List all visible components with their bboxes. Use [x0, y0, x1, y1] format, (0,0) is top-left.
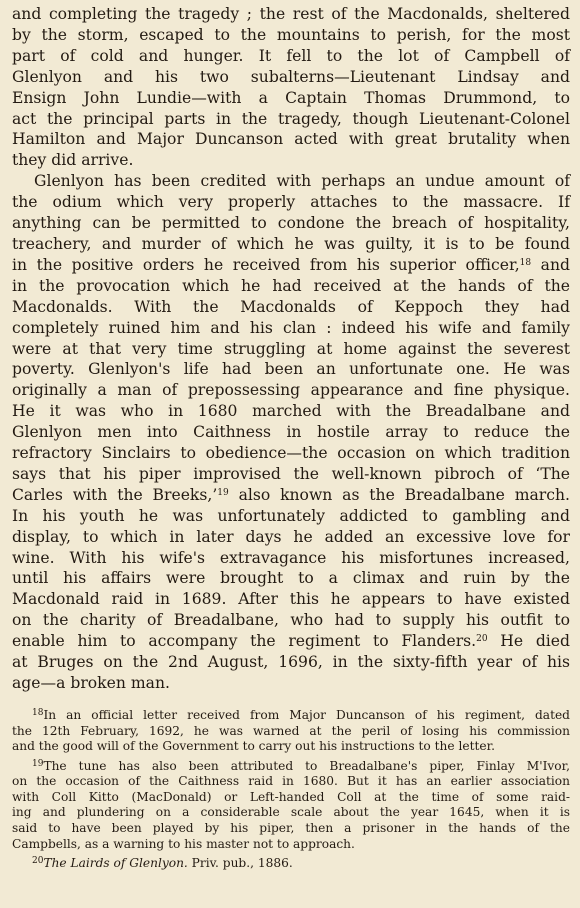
footnote-book-title: The Lairds of Glenlyon. [43, 856, 188, 871]
text-line: age—a broken man. [12, 674, 170, 692]
text-line: completely ruined him and his clan : indeed his wife and family [12, 318, 570, 337]
text-line: Glenlyon men into Caithness in hostile array to reduce the [12, 423, 570, 442]
text-line: Macdonalds. With the Macdonalds of Keppoch they had [12, 297, 570, 316]
text-line: Macdonald raid in 1689. After this he appears to have existed [12, 590, 570, 609]
footnotes [12, 708, 570, 872]
text-line: treachery, and murder of which he was guilty, it is to be found [12, 234, 570, 253]
footnote-20 [12, 856, 570, 872]
text-line: wine. With his wife's extravagance his misfortunes increased, [12, 548, 570, 567]
text-line: originally a man of prepossessing appearance and fine physique. [12, 381, 570, 400]
text-line: they did arrive. [12, 151, 134, 170]
text-line: refractory Sinclairs to obedience—the occasion on which tradition [12, 444, 570, 463]
text-line: the odium which very properly attaches to the massacre. If [12, 193, 570, 212]
footnote-text: Priv. pub., 1886. [187, 856, 293, 871]
main-text [12, 4, 570, 694]
text-line [12, 485, 570, 506]
text-line: says that his piper improvised the well-known pibroch of ‘The [12, 464, 570, 483]
footnote-marker: 19 [32, 758, 44, 769]
footnote-ref-20[interactable]: 20 [476, 634, 488, 645]
text-line: and completing the tragedy ; the rest of the Macdonalds, sheltered [12, 5, 570, 23]
text-line [12, 255, 570, 276]
footnote-line: on the occasion of the Caithness raid in 1680. But it has an earlier association [12, 774, 570, 789]
text-segment: also known as the Breadalbane march. [228, 485, 570, 504]
text-segment: Carles with the Breeks,’ [12, 485, 218, 504]
text-line: part of cold and hunger. It fell to the lot of Campbell of [12, 46, 570, 65]
text-line [12, 631, 570, 652]
footnote-marker: 20 [32, 856, 44, 867]
footnote-text: The tune has also been attributed to Breadalbane's piper, Finlay M'Ivor, [43, 758, 570, 773]
text-line: by the storm, escaped to the mountains to perish, for the most [12, 25, 570, 44]
text-line: Glenlyon has been credited with perhaps an undue amount of [34, 172, 570, 191]
text-line: Hamilton and Major Duncanson acted with great brutality when [12, 130, 570, 149]
footnote-18 [12, 708, 570, 755]
text-line: until his affairs were brought to a climax and ruin by the [12, 569, 570, 588]
footnote-line: and the good will of the Government to carry out his instructions to the letter. [12, 739, 495, 754]
paragraph-1 [12, 4, 570, 171]
text-line: act the principal parts in the tragedy, though Lieutenant-Colonel [12, 109, 570, 128]
text-line: Glenlyon and his two subalterns—Lieutenant Lindsay and [12, 67, 570, 86]
footnote-line [12, 708, 570, 724]
footnote-line: the 12th February, 1692, he was warned at the peril of losing his commission [12, 723, 570, 738]
text-line: poverty. Glenlyon's life had been an unfortunate one. He was [12, 360, 570, 379]
text-line: on the charity of Breadalbane, who had to supply his outfit to [12, 611, 570, 630]
footnote-line [12, 759, 570, 775]
footnote-text: In an official letter received from Major Duncanson of his regiment, dated [43, 707, 570, 722]
text-line: at Bruges on the 2nd August, 1696, in the sixty-fifth year of his [12, 653, 570, 672]
footnote-line: ing and plundering on a considerable scale about the year 1645, when it is [12, 805, 570, 820]
footnote-line: with Coll Kitto (MacDonald) or Left-handed Coll at the time of some raid- [12, 789, 570, 804]
text-segment: in the positive orders he received from his superior officer, [12, 255, 520, 274]
text-segment: enable him to accompany the regiment to Flanders. [12, 632, 477, 651]
footnote-ref-19[interactable]: 19 [217, 487, 229, 498]
text-line: He it was who in 1680 marched with the Breadalbane and [12, 402, 570, 421]
footnote-marker: 18 [32, 707, 44, 718]
footnote-line [12, 856, 570, 872]
footnote-19 [12, 759, 570, 853]
paragraph-2 [12, 171, 570, 694]
footnote-line: Campbells, as a warning to his master not to approach. [12, 836, 355, 851]
text-segment: and [531, 255, 570, 274]
footnote-ref-18[interactable]: 18 [519, 257, 532, 268]
text-line: anything can be permitted to condone the breach of hospitality, [12, 214, 570, 233]
text-line: in the provocation which he had received at the hands of the [12, 276, 570, 295]
text-line: display, to which in later days he added an excessive love for [12, 527, 570, 546]
text-segment: He died [487, 632, 570, 651]
text-line: were at that very time struggling at home against the severest [12, 339, 570, 358]
text-line: In his youth he was unfortunately addicted to gambling and [12, 506, 570, 525]
text-line: Ensign John Lundie—with a Captain Thomas Drummond, to [12, 88, 570, 107]
footnote-line: said to have been played by his piper, then a prisoner in the hands of the [12, 821, 570, 836]
